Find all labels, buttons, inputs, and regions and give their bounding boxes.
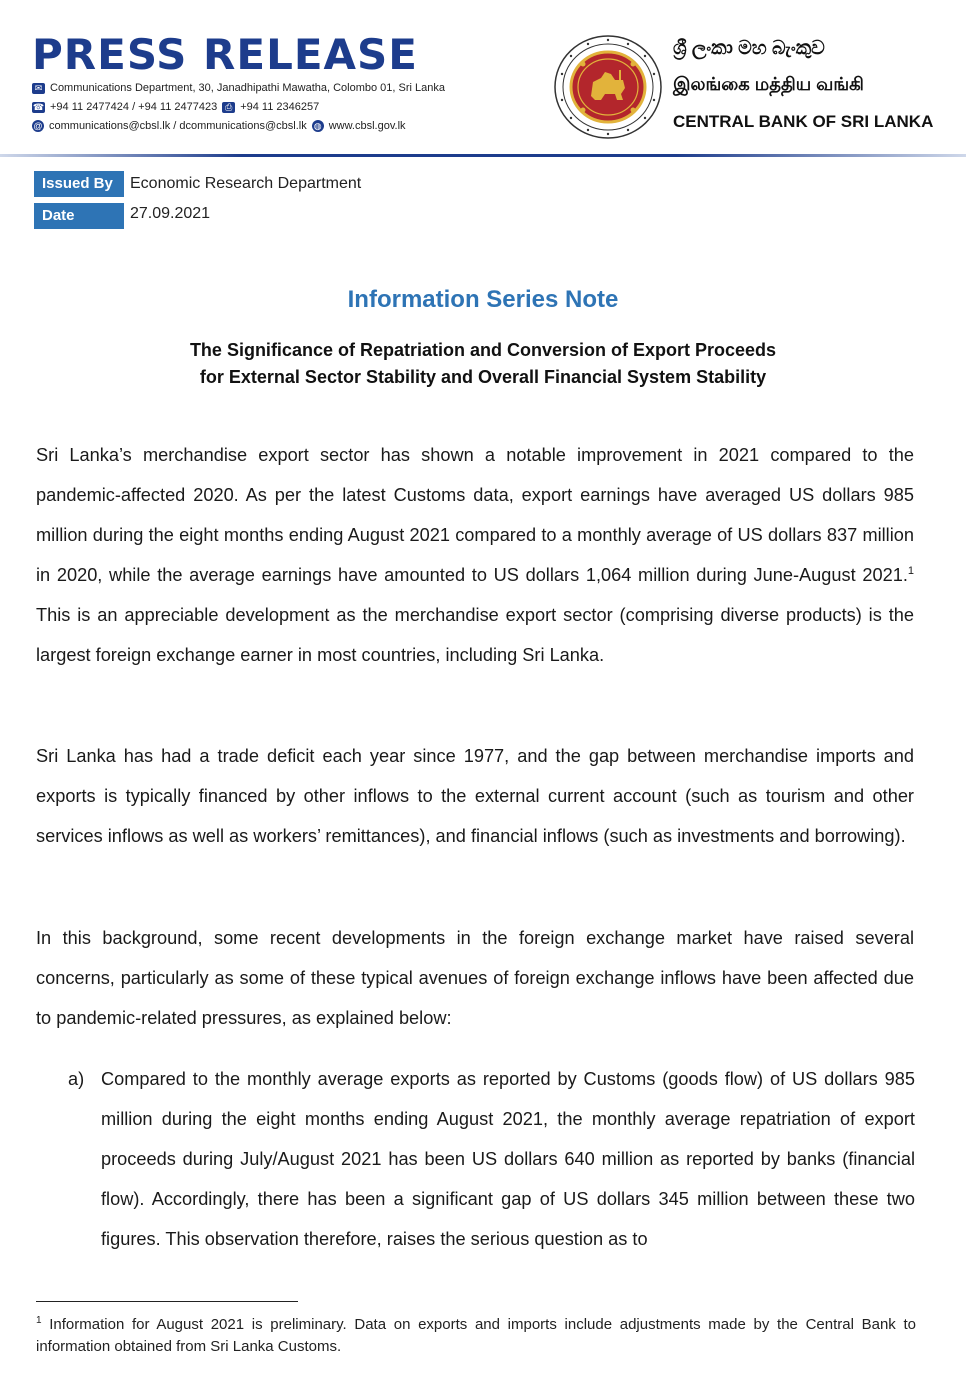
email-addresses[interactable]: communications@cbsl.lk / dcommunications@cbsl.lk xyxy=(49,120,307,132)
letterhead xyxy=(0,0,966,160)
at-icon: @ xyxy=(33,121,43,131)
central-bank-seal-icon xyxy=(553,34,663,140)
paragraph-3: In this background, some recent developments in the foreign exchange market have raised several concerns, particularly as some of these typical avenues of foreign exchange inflows have been affected due to pandemic-related pressures, as explained below: xyxy=(36,928,914,1028)
phone-icon: ☎ xyxy=(32,101,45,112)
subtitle-line-2: for External Sector Stability and Overall Financial System Stability xyxy=(199,367,767,387)
bank-name-sinhala: ශ්‍රී ලංකා මහ බැංකුව xyxy=(673,38,825,59)
list-item-a: Compared to the monthly average exports as reported by Customs (goods flow) of US dollars 985 million during the eight months ending August 2021, the monthly average repatriation of export proceeds during July/August 2021 has been US dollars 640 million as reported by banks (financial flow). Accordingly, there has been a significant gap of US dollars 345 million between these two figures. This observation therefore, raises the serious question as to xyxy=(101,1069,915,1249)
series-title: Information Series Note xyxy=(347,286,619,313)
globe-icon: ◍ xyxy=(312,120,324,132)
press-release-title: PRESS RELEASE xyxy=(32,30,418,79)
date-label: Date xyxy=(34,203,124,229)
date-value: 27.09.2021 xyxy=(130,205,211,222)
header-divider xyxy=(0,154,966,157)
issued-by-label: Issued By xyxy=(34,171,124,197)
footnote-divider xyxy=(36,1301,298,1302)
bank-name-tamil: இலங்கை மத்திய வங்கி xyxy=(673,74,864,94)
subtitle-line-1: The Significance of Repatriation and Conversion of Export Proceeds xyxy=(189,340,777,360)
list-item-marker: a) xyxy=(68,1069,85,1089)
issued-by-value: Economic Research Department xyxy=(130,175,362,192)
phone-line xyxy=(32,101,319,113)
footnote-marker: 1 xyxy=(36,1315,42,1326)
footnote-ref[interactable]: 1 xyxy=(907,564,914,577)
website-link[interactable]: www.cbsl.gov.lk xyxy=(328,120,406,132)
address-line xyxy=(32,82,445,94)
phone-numbers: +94 11 2477424 / +94 11 2477423 xyxy=(50,101,218,113)
fax-icon: ⎙ xyxy=(222,102,235,113)
footnote xyxy=(36,1314,916,1358)
envelope-icon: ✉ xyxy=(32,83,45,94)
address-text: Communications Department, 30, Janadhipathi Mawatha, Colombo 01, Sri Lanka xyxy=(50,82,445,94)
fax-number: +94 11 2346257 xyxy=(240,101,320,113)
email-line xyxy=(32,120,406,132)
paragraph-1-part-b: This is an appreciable development as the merchandise export sector (comprising diverse products) is the largest foreign exchange earner in most countries, including Sri Lanka. xyxy=(36,605,914,665)
footnote-text: Information for August 2021 is preliminary. Data on exports and imports include adjustments made by the Central Bank to information obtained from Sri Lanka Customs. xyxy=(36,1316,916,1355)
bank-name-english: CENTRAL BANK OF SRI LANKA xyxy=(673,112,934,131)
paragraph-2: Sri Lanka has had a trade deficit each year since 1977, and the gap between merchandise imports and exports is typically financed by other inflows to the external current account (such as tourism and other services inflows as well as workers’ remittances), and financial inflows (such as investments and borrowing). xyxy=(36,746,914,846)
paragraph-1 xyxy=(36,435,914,675)
paragraph-1-part-a: Sri Lanka’s merchandise export sector has shown a notable improvement in 2021 compared to the pandemic-affected 2020. As per the latest Customs data, export earnings have averaged US dollars 985 million during the eight months ending August 2021 compared to a monthly average of US dollars 837 million in 2020, while the average earnings have amounted to US dollars 1,064 million during June-August 2021. xyxy=(36,445,914,585)
